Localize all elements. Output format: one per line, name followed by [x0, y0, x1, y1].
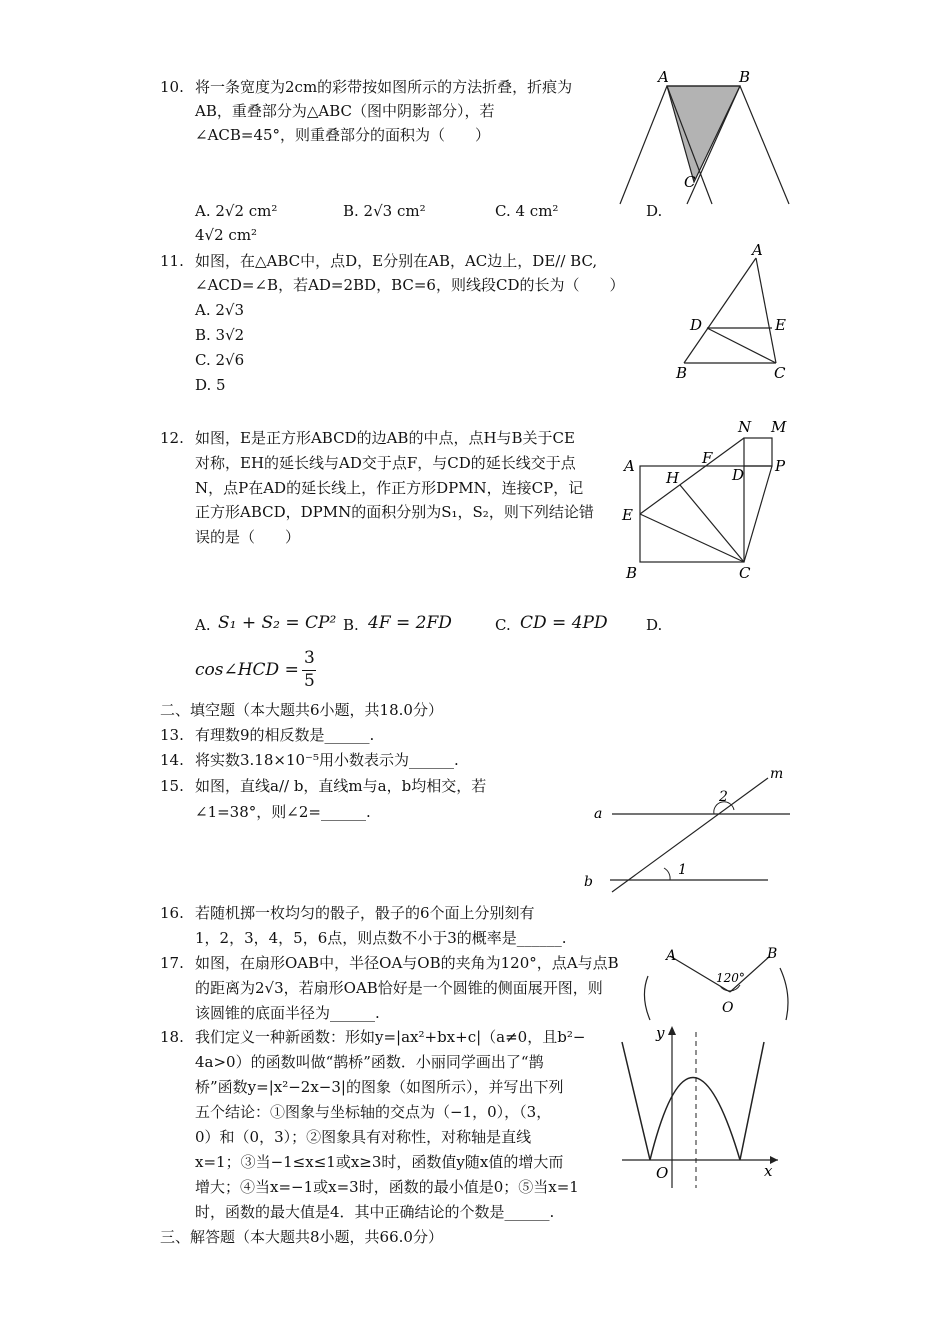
- q17-line-1: 如图，在扇形OAB中，半径OA与OB的夹角为120°，点A与点B: [195, 954, 619, 972]
- q12-option-a-label: A.: [195, 616, 211, 634]
- q18-label-y: y: [656, 1024, 665, 1042]
- q18-line-1: 我们定义一种新函数：形如y=|ax²+bx+c|（a≠0，且b²−: [195, 1028, 586, 1046]
- q16-line-2: 1，2，3，4，5，6点，则点数不小于3的概率是______.: [195, 929, 567, 947]
- q12-figure: [612, 414, 802, 586]
- q18-label-o: O: [656, 1164, 669, 1182]
- q17-label-o: O: [722, 1000, 734, 1016]
- q12-label-p: P: [775, 457, 786, 475]
- q11-number: 11.: [160, 252, 184, 270]
- q10-label-c: C: [684, 173, 696, 191]
- q18-figure: [618, 1022, 786, 1194]
- q15-line-2: ∠1=38°，则∠2=______.: [195, 803, 371, 821]
- q10-option-d-label: D.: [646, 202, 663, 220]
- q10-figure: [612, 66, 800, 210]
- q11-option-a: A. 2√3: [195, 301, 245, 319]
- q12-line-1: 如图，E是正方形ABCD的边AB的中点，点H与B关于CE: [195, 429, 575, 447]
- q18-label-x: x: [764, 1162, 773, 1180]
- q12-option-d: cos∠HCD =: [195, 660, 299, 680]
- q11-option-d: D. 5: [195, 376, 226, 394]
- q18-line-3: 桥”函数y=|x²−2x−3|的图象（如图所示），并写出下列: [195, 1078, 564, 1096]
- q10-option-b: B. 2√3 cm²: [343, 202, 426, 220]
- q14-number: 14.: [160, 751, 184, 769]
- q13-number: 13.: [160, 726, 184, 744]
- q11-label-b: B: [676, 364, 688, 382]
- q10-label-a: A: [658, 68, 669, 86]
- q18-line-7: 增大；④当x=−1或x=3时，函数的最小值是0；⑤当x=1: [195, 1178, 579, 1196]
- q12-line-3: N，点P在AD的延长线上，作正方形DPMN，连接CP，记: [195, 479, 584, 497]
- q15-label-2: 2: [719, 789, 728, 805]
- q14-text: 将实数3.18×10⁻⁵用小数表示为______.: [195, 751, 459, 769]
- q12-frac-denominator: 5: [304, 671, 315, 691]
- section-2-heading: 二、填空题（本大题共6小题，共18.0分）: [160, 701, 443, 719]
- q12-option-b: 4F = 2FD: [368, 613, 452, 633]
- q18-line-4: 五个结论：①图象与坐标轴的交点为（−1，0），（3，: [195, 1103, 552, 1121]
- q17-line-3: 该圆锥的底面半径为______.: [195, 1004, 380, 1022]
- q11-label-a: A: [752, 241, 763, 259]
- q10-line-2: AB，重叠部分为△ABC（图中阴影部分），若: [195, 102, 495, 120]
- q18-line-8: 时，函数的最大值是4．其中正确结论的个数是______.: [195, 1203, 555, 1221]
- q15-label-1: 1: [678, 862, 687, 878]
- q12-label-c: C: [739, 564, 751, 582]
- q17-label-b: B: [767, 946, 778, 962]
- q13-text: 有理数9的相反数是______.: [195, 726, 375, 744]
- q16-number: 16.: [160, 904, 184, 922]
- q12-option-c: CD = 4PD: [520, 613, 608, 633]
- q10-line-1: 将一条宽度为2cm的彩带按如图所示的方法折叠，折痕为: [195, 78, 573, 96]
- q12-option-c-label: C.: [495, 616, 511, 634]
- q12-label-h: H: [666, 469, 680, 487]
- q12-line-2: 对称，EH的延长线与AD交于点F，与CD的延长线交于点: [195, 454, 576, 472]
- q15-label-m: m: [770, 766, 784, 782]
- q12-option-d-label: D.: [646, 616, 663, 634]
- q12-label-m: M: [771, 418, 787, 436]
- q15-number: 15.: [160, 777, 184, 795]
- q10-option-c: C. 4 cm²: [495, 202, 559, 220]
- q10-option-a: A. 2√2 cm²: [195, 202, 278, 220]
- q10-label-b: B: [739, 68, 751, 86]
- section-3-heading: 三、解答题（本大题共8小题，共66.0分）: [160, 1228, 443, 1246]
- q12-label-b: B: [626, 564, 638, 582]
- q18-line-2: 4a>0）的函数叫做“鹊桥”函数．小丽同学画出了“鹊: [195, 1053, 544, 1071]
- q11-line-2: ∠ACD=∠B，若AD=2BD，BC=6，则线段CD的长为（ ）: [195, 276, 625, 294]
- q11-label-e: E: [775, 316, 786, 334]
- q15-figure: [578, 764, 798, 898]
- q12-option-b-label: B.: [343, 616, 359, 634]
- q12-number: 12.: [160, 429, 184, 447]
- q10-line-3: ∠ACB=45°，则重叠部分的面积为（ ）: [195, 126, 491, 144]
- q11-option-c: C. 2√6: [195, 351, 245, 369]
- q16-line-1: 若随机掷一枚均匀的骰子，骰子的6个面上分别刻有: [195, 904, 535, 922]
- q11-label-d: D: [690, 316, 703, 334]
- q11-line-1: 如图，在△ABC中，点D，E分别在AB，AC边上，DE// BC,: [195, 252, 598, 270]
- q15-line-1: 如图，直线a// b，直线m与a，b均相交，若: [195, 777, 487, 795]
- q12-option-a: S₁ + S₂ = CP²: [218, 613, 337, 633]
- q18-line-6: x=1；③当−1≤x≤1或x≥3时，函数值y随x值的增大而: [195, 1153, 564, 1171]
- q15-label-b: b: [584, 874, 593, 890]
- q17-label-120: 120°: [716, 971, 745, 985]
- q17-figure: [640, 938, 800, 1022]
- q12-label-f: F: [702, 449, 713, 467]
- q12-label-e: E: [622, 506, 633, 524]
- q12-line-4: 正方形ABCD，DPMN的面积分别为S₁，S₂，则下列结论错: [195, 503, 594, 521]
- q11-option-b: B. 3√2: [195, 326, 245, 344]
- q11-label-c: C: [774, 364, 786, 382]
- q10-number: 10.: [160, 78, 184, 96]
- q15-label-a: a: [594, 806, 603, 822]
- q11-figure: [668, 240, 798, 384]
- q18-line-5: 0）和（0，3）；②图象具有对称性，对称轴是直线: [195, 1128, 532, 1146]
- q12-line-5: 误的是（ ）: [195, 528, 301, 546]
- q12-label-n: N: [738, 418, 752, 436]
- q18-number: 18.: [160, 1028, 184, 1046]
- q17-number: 17.: [160, 954, 184, 972]
- q17-line-2: 的距离为2√3，若扇形OAB恰好是一个圆锥的侧面展开图，则: [195, 979, 603, 997]
- q12-label-a: A: [624, 457, 635, 475]
- q12-frac-numerator: 3: [304, 648, 315, 668]
- q10-option-d: 4√2 cm²: [195, 226, 258, 244]
- q17-label-a: A: [666, 948, 677, 964]
- q12-label-d: D: [732, 466, 745, 484]
